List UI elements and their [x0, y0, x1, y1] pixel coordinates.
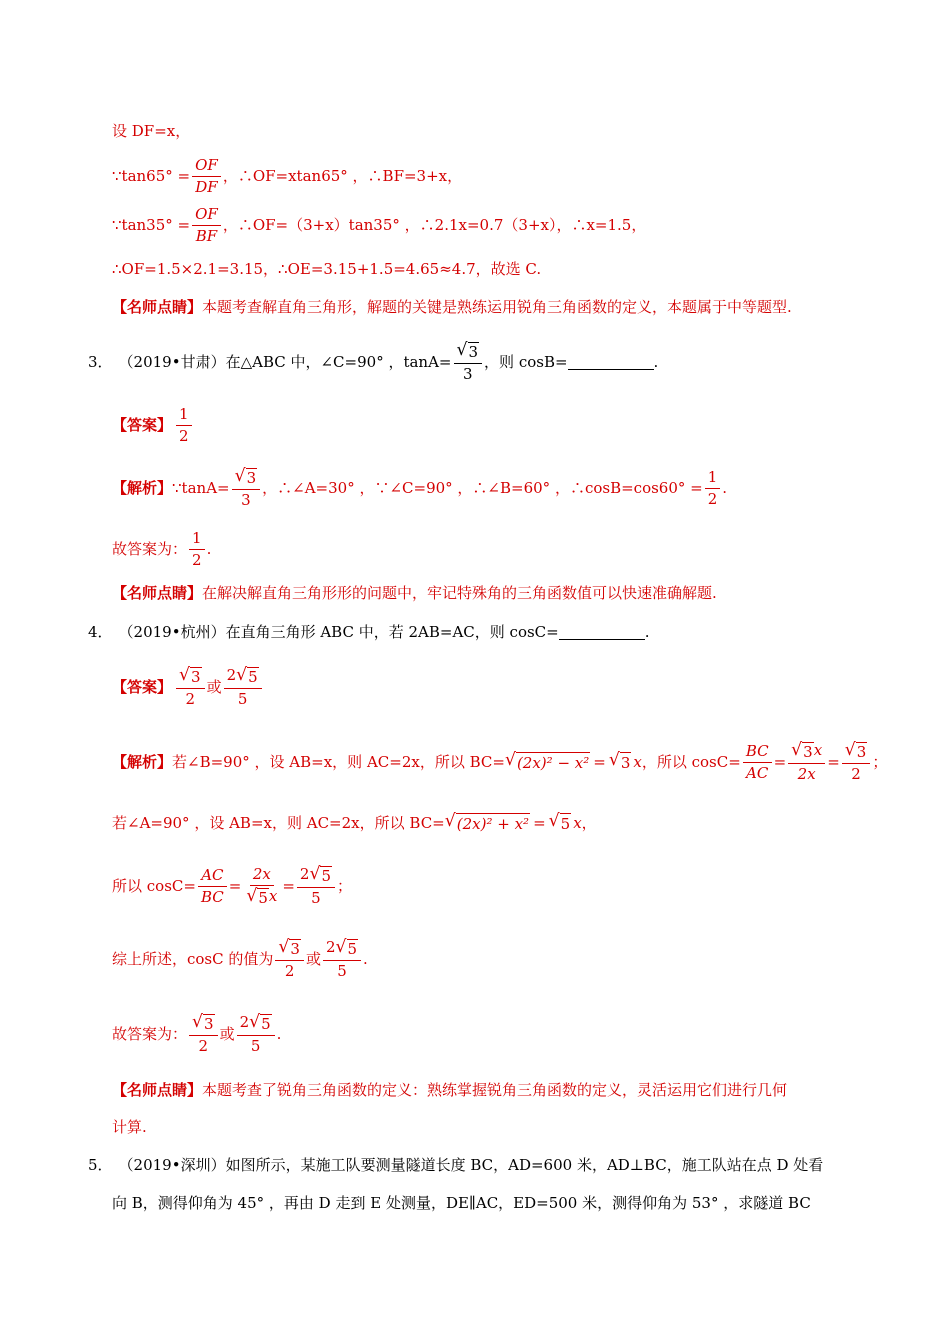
fraction: 2 √ 5 5	[297, 866, 335, 906]
question-number: 3．	[88, 353, 113, 371]
answer-tag: 【答案】	[112, 416, 173, 434]
fraction: 2 √ 5 5	[224, 667, 262, 707]
text: 在△ABC 中，∠C=90° ，tanA=	[225, 353, 452, 371]
tip-tag: 【名师点睛】	[112, 584, 203, 602]
question-source: （2019•深圳）	[118, 1156, 226, 1174]
fraction: √ 3 x 2x	[788, 742, 825, 782]
text: 设 DF=x，	[112, 122, 191, 140]
fraction: √ 3 3	[454, 342, 483, 382]
text: ，∴∠A=30° ，∵∠C=90° ，∴∠B=60° ，∴cosB=cos60° =	[262, 479, 703, 497]
radical: √ (2x)² − x²	[504, 750, 590, 772]
text: ，∴OF=（3+x）tan35° ，∴2.1x=0.7（3+x），∴x=1.5，	[222, 216, 647, 234]
analysis-tag: 【解析】	[112, 753, 173, 771]
text: 在直角三角形 ABC 中，若 2AB=AC，则 cosC=	[225, 623, 559, 641]
radical: √ 3	[608, 750, 631, 772]
page: 设 DF=x， ∵tan65° = $\frac{OF}{DF}$ ，∴OF=xtan65° ，∴BF=3+x， ∵tan35° = $\frac{OF}{BF}$ ，∴OF=（3+x）tan35° ，∴2.1x=0.7（3+x），∴x=1.5， ∴OF=1.5×2.1=3.15，∴OE=3.15+1.5=4.65≈4.7，故选 C. 【名师点睛】 本题考查解直角三角形，解题的关键是熟练运用锐角三角函数的定义，本题属于中等题型. 3． （2019•甘肃） 在△ABC 中，∠C=90° ，tanA= √ 3 3 ，则 cosB= . 【答案】 $\frac{1}{2}$ 【解析】 ∵tanA= √ 3 3 ，∴∠A=30° ，∵∠C=90° ，∴∠B=60° ，∴cosB=cos60° = $\frac{1}{2}$ . 故答案为： $\frac{1}{2}$ . 【名师点睛】 在解决解直角三角形形的问题中，牢记特殊角的三角函数值可以快速准确解题. 4． （2019•杭州） 在直角三角形 ABC 中，若 2AB=AC，则 cosC= . 【答案】 √ 3 2 或 2 √ 5 5 【解析】 若∠B=90° ，设 AB=x，则 AC=2x，所以 BC= √ (2x)² − x² = √ 3 x ，所以 cosC= $\frac{BC}{AC}$ = √ 3 x 2x = √ 3 2 ； 若∠A=90° ，设 AB=x，则 AC=2x，所以 BC= √ (2x)² + x² = √ 5 x ， 所以 cosC= $\frac{AC}{BC}$ = 2x √ 5 x = 2 √ 5 5 ； 综上所述，cosC 的值为 √ 3 2 或 2 √ 5 5 . 故答案为： √ 3 2 或 2 √ 5 5 . 【名师点睛】 本题考查了锐角三角函数的定义：熟练掌握锐角三角函数的定义，灵活运用它们进行几何 计算. 5． （2019•深圳） 如图所示，某施工队要测量隧道长度 BC，AD=600 米，AD⊥BC，施工队站在点 D 处看 向 B，测得仰角为 45° ，再由 D 走到 E 处测量，DE∥AC，ED=500 米，测得仰角为 53° ，求隧道 BC	[88, 122, 888, 1212]
question-source: （2019•杭州）	[118, 623, 226, 641]
analysis-tag: 【解析】	[112, 479, 173, 497]
fraction: $\frac{OF}{BF}$	[192, 206, 221, 244]
fraction: 2 √ 5 5	[323, 939, 361, 979]
fraction: $\frac{1}{2}$	[705, 469, 721, 507]
text: 若∠A=90° ，设 AB=x，则 AC=2x，所以 BC=	[112, 814, 445, 832]
text: ，∴OF=xtan65° ，∴BF=3+x，	[222, 167, 463, 185]
fraction: √ 3 2	[189, 1014, 218, 1054]
text: 如图所示，某施工队要测量隧道长度 BC，AD=600 米，AD⊥BC，施工队站在点 D 处看	[225, 1156, 824, 1174]
answer-blank[interactable]	[568, 354, 654, 370]
fraction: $\frac{1}{2}$	[189, 530, 205, 568]
fraction: $\frac{OF}{DF}$	[192, 157, 221, 195]
answer-blank[interactable]	[559, 624, 645, 640]
text: 所以 cosC=	[112, 877, 196, 895]
fraction: √ 3 2	[842, 742, 871, 782]
fraction: $\frac{1}{2}$	[176, 406, 192, 444]
text: ，则 cosB=	[484, 353, 568, 371]
question-source: （2019•甘肃）	[118, 353, 226, 371]
tip-text: 在解决解直角三角形形的问题中，牢记特殊角的三角函数值可以快速准确解题.	[202, 584, 717, 602]
radical: √ (2x)² + x²	[444, 811, 530, 833]
fraction: √ 3 2	[275, 939, 304, 979]
radical: √ 5	[548, 811, 571, 833]
tip-text: 计算.	[112, 1118, 147, 1136]
text: ∴OF=1.5×2.1=3.15，∴OE=3.15+1.5=4.65≈4.7，故选 C.	[112, 260, 542, 278]
fraction: √ 3 2	[176, 667, 205, 707]
tip-text: 本题考查解直角三角形，解题的关键是熟练运用锐角三角函数的定义，本题属于中等题型.	[202, 298, 792, 316]
text: 综上所述，cosC 的值为	[112, 950, 274, 968]
text: ∵tan35° =	[112, 216, 191, 234]
answer-tag: 【答案】	[112, 678, 173, 696]
question-number: 4．	[88, 623, 113, 641]
fraction: 2 √ 5 5	[237, 1014, 275, 1054]
text: 向 B，测得仰角为 45° ，再由 D 走到 E 处测量，DE∥AC，ED=500 米，测得仰角为 53° ，求隧道 BC	[112, 1194, 811, 1212]
tip-text: 本题考查了锐角三角函数的定义：熟练掌握锐角三角函数的定义，灵活运用它们进行几何	[202, 1081, 788, 1099]
fraction: √ 3 3	[232, 468, 261, 508]
tip-tag: 【名师点睛】	[112, 298, 203, 316]
text: 故答案为：	[112, 540, 188, 558]
fraction: $\frac{BC}{AC}$	[743, 743, 772, 781]
fraction: 2x √ 5 x	[246, 865, 278, 907]
text: ∵tan65° =	[112, 167, 191, 185]
tip-tag: 【名师点睛】	[112, 1081, 203, 1099]
text: 若∠B=90° ，设 AB=x，则 AC=2x，所以 BC=	[172, 753, 505, 771]
text: ∵tanA=	[172, 479, 230, 497]
fraction: $\frac{AC}{BC}$	[198, 867, 227, 905]
text: ，所以 cosC=	[641, 753, 741, 771]
text: 故答案为：	[112, 1025, 188, 1043]
question-number: 5．	[88, 1156, 113, 1174]
